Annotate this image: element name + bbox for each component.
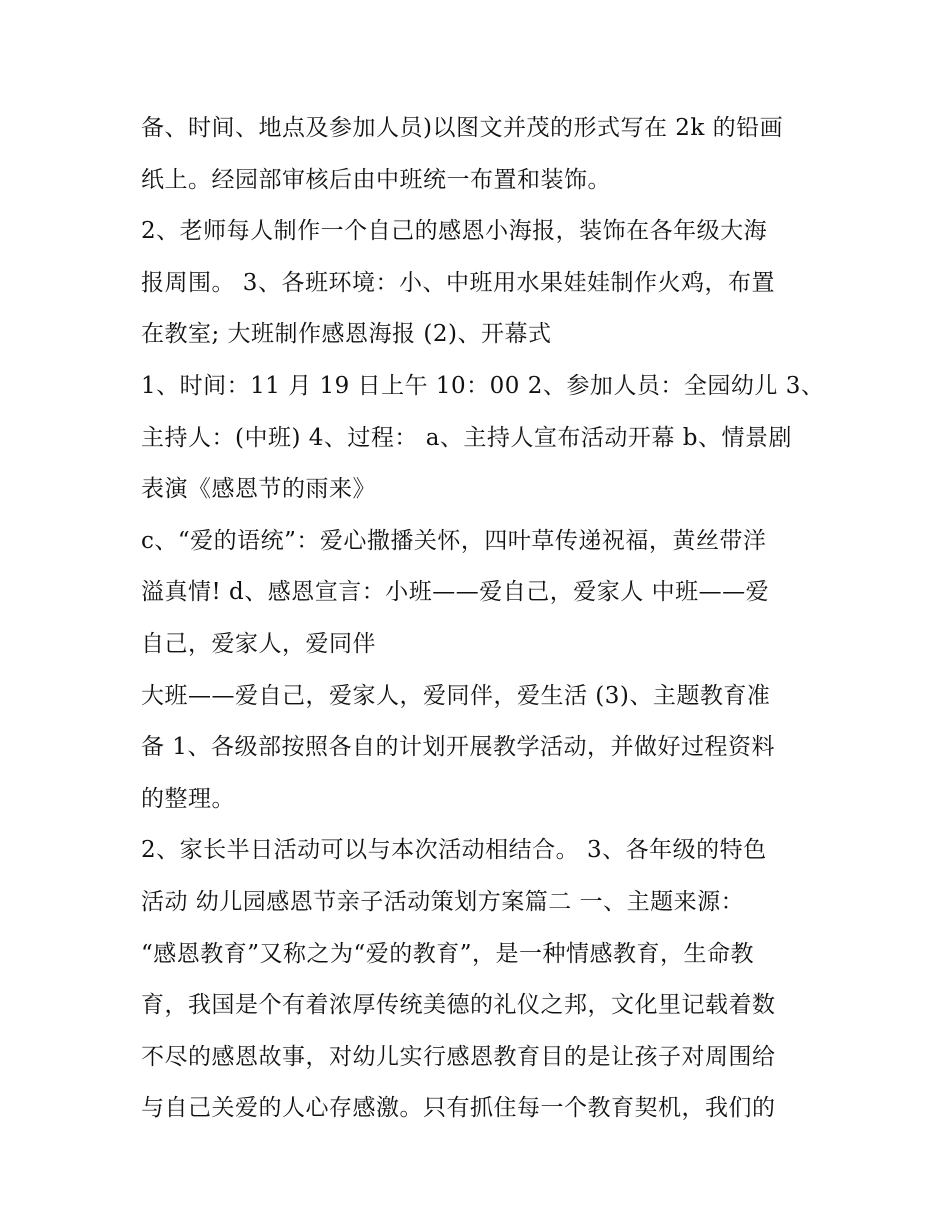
text-line: 备、时间、地点及参加人员)以图文并茂的形式写在 2k 的铅画 <box>141 115 784 141</box>
text-line: 在教室; 大班制作感恩海报 (2)、开幕式 <box>141 321 552 348</box>
text-line: 大班——爱自己，爱家人，爱同伴，爱生活 (3)、主题教育准 <box>141 682 771 709</box>
text-line: 自己，爱家人，爱同伴 <box>141 630 376 657</box>
text-line: c、“爱的语统”：爱心撒播关怀，四叶草传递祝福，黄丝带洋 <box>141 527 767 554</box>
body-text <box>141 103 825 1135</box>
text-line: 备 1、各级部按照各自的计划开展教学活动，并做好过程资料 <box>141 734 775 761</box>
text-line: 纸上。经园部审核后由中班统一布置和装饰。 <box>141 166 611 193</box>
text-line: 1、时间：11 月 19 日上午 10：00 2、参加人员：全园幼儿 3、 <box>141 372 825 399</box>
text-line: 溢真情! d、感恩宣言：小班——爱自己，爱家人 中班——爱 <box>141 579 770 606</box>
text-line: “感恩教育”又称之为“爱的教育”，是一种情感教育，生命教 <box>141 940 755 967</box>
text-line: 的整理。 <box>141 785 235 812</box>
text-line: 活动 幼儿园感恩节亲子活动策划方案篇二 一、主题来源： <box>141 888 745 915</box>
text-line: 育，我国是个有着浓厚传统美德的礼仪之邦，文化里记载着数 <box>141 992 776 1019</box>
text-line: 2、老师每人制作一个自己的感恩小海报，装饰在各年级大海 <box>141 218 768 245</box>
text-line: 2、家长半日活动可以与本次活动相结合。 3、各年级的特色 <box>141 837 767 864</box>
text-line: 主持人：(中班) 4、过程： a、主持人宣布活动开幕 b、情景剧 <box>141 424 792 451</box>
text-line: 表演《感恩节的雨来》 <box>141 476 376 503</box>
text-line: 报周围。 3、各班环境：小、中班用水果娃娃制作火鸡，布置 <box>141 269 775 296</box>
text-line: 不尽的感恩故事，对幼儿实行感恩教育目的是让孩子对周围给 <box>141 1043 776 1070</box>
text-line: 与自己关爱的人心存感激。只有抓住每一个教育契机，我们的 <box>141 1095 776 1122</box>
